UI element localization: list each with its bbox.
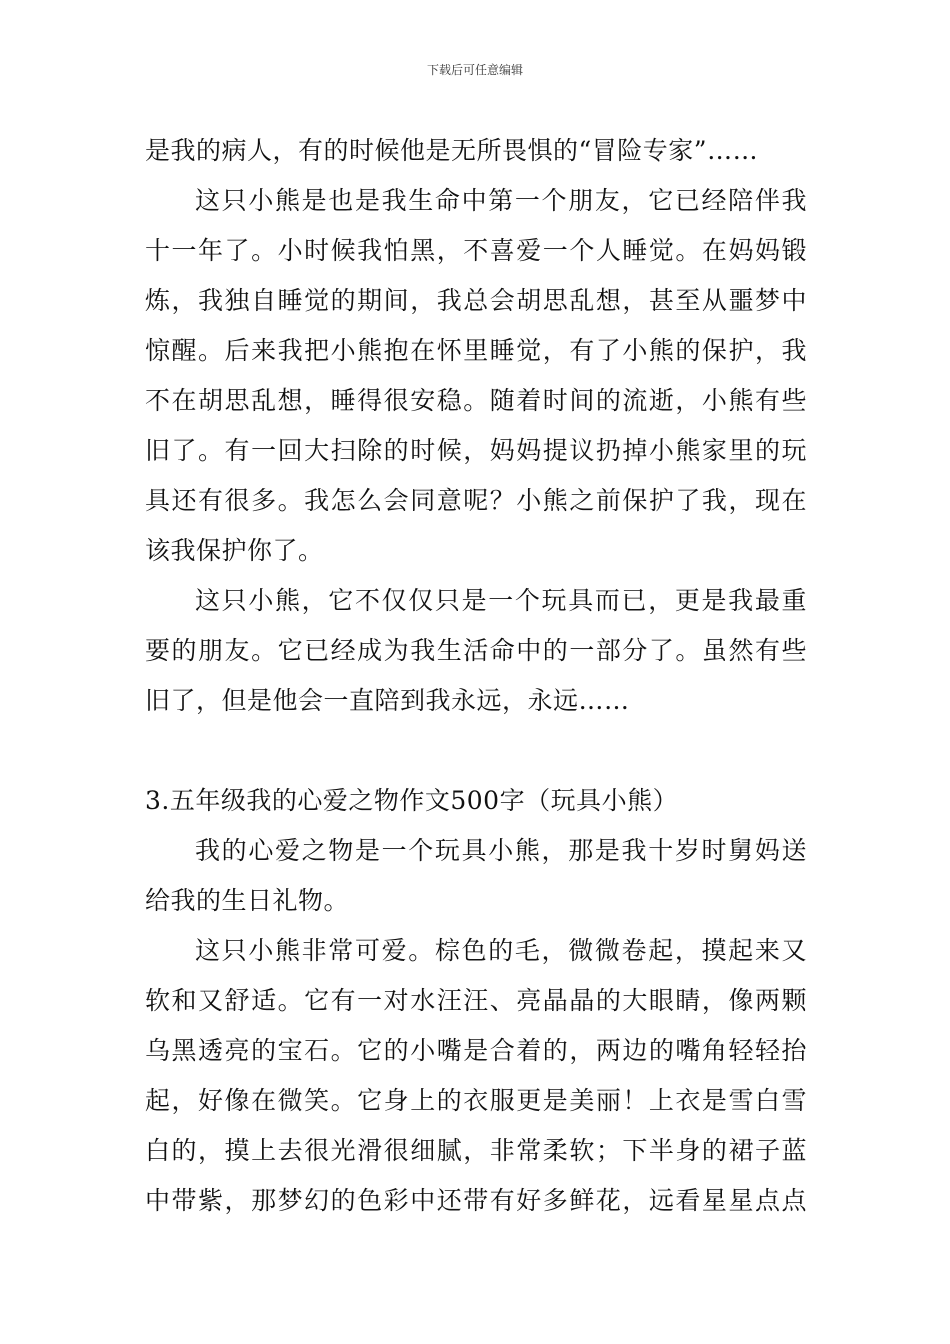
text-line: 不在胡思乱想，睡得很安稳。随着时间的流逝，小熊有些 — [145, 386, 807, 415]
text-line: 炼，我独自睡觉的期间，我总会胡思乱想，甚至从噩梦中 — [145, 286, 807, 315]
text-line: 起，好像在微笑。它身上的衣服更是美丽！上衣是雪白雪 — [145, 1086, 807, 1115]
text-line: 白的，摸上去很光滑很细腻，非常柔软；下半身的裙子蓝 — [145, 1136, 807, 1165]
text-line: 旧了。有一回大扫除的时候，妈妈提议扔掉小熊家里的玩 — [145, 436, 807, 465]
text-line: 这只小熊非常可爱。棕色的毛，微微卷起，摸起来又 — [195, 936, 807, 965]
text-line: 中带紫，那梦幻的色彩中还带有好多鲜花，远看星星点点 — [145, 1186, 807, 1215]
text-line: 惊醒。后来我把小熊抱在怀里睡觉，有了小熊的保护，我 — [145, 336, 807, 365]
document-body — [145, 126, 807, 1226]
page-header-note: 下载后可任意编辑 — [426, 63, 523, 77]
text-line: 给我的生日礼物。 — [145, 886, 350, 915]
text-line: 十一年了。小时候我怕黑，不喜爱一个人睡觉。在妈妈锻 — [145, 236, 807, 265]
text-line: 具还有很多。我怎么会同意呢？小熊之前保护了我，现在 — [145, 486, 807, 515]
text-line: 乌黑透亮的宝石。它的小嘴是合着的，两边的嘴角轻轻抬 — [145, 1036, 807, 1065]
text-line: 该我保护你了。 — [145, 536, 324, 565]
text-line: 这只小熊是也是我生命中第一个朋友，它已经陪伴我 — [195, 186, 807, 215]
text-line: 我的心爱之物是一个玩具小熊，那是我十岁时舅妈送 — [195, 836, 807, 865]
text-line: 这只小熊，它不仅仅只是一个玩具而已，更是我最重 — [195, 586, 807, 615]
text-line: 是我的病人，有的时候他是无所畏惧的“冒险专家”…… — [145, 136, 759, 165]
text-line: 旧了，但是他会一直陪到我永远，永远…… — [145, 686, 630, 715]
text-line: 要的朋友。它已经成为我生活命中的一部分了。虽然有些 — [145, 636, 807, 665]
text-line: 软和又舒适。它有一对水汪汪、亮晶晶的大眼睛，像两颗 — [145, 986, 807, 1015]
section-heading: 3.五年级我的心爱之物作文500字（玩具小熊） — [145, 786, 679, 815]
